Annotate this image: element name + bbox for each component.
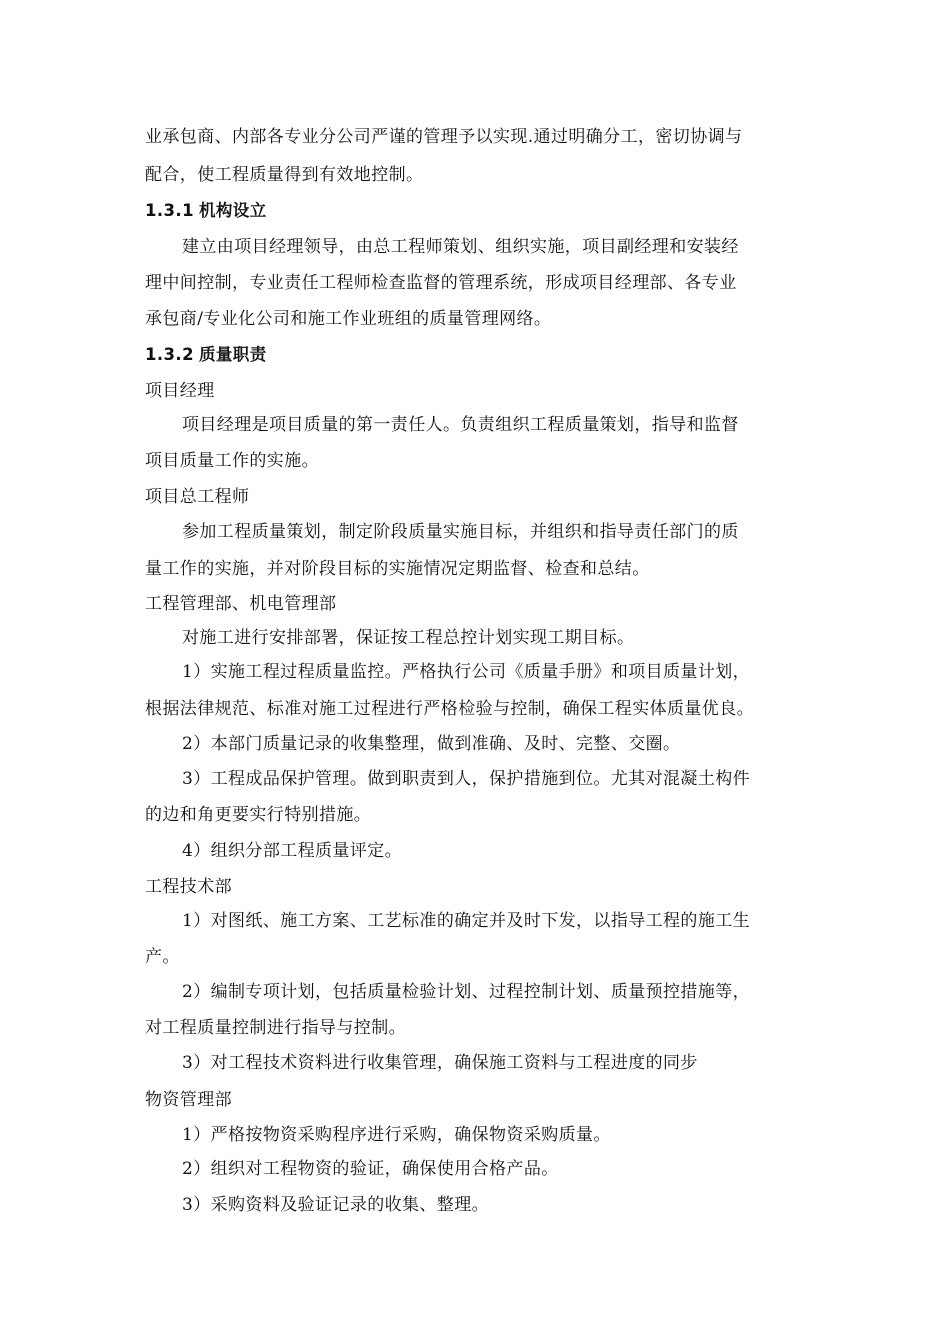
- intro-line-2: 配合，使工程质量得到有效地控制。: [145, 165, 424, 185]
- em-item-3-line-2: 的边和角更要实行特别措施。: [145, 805, 372, 825]
- em-item-1-line-2: 根据法律规范、标准对施工过程进行严格检验与控制，确保工程实体质量优良。: [145, 699, 754, 719]
- mat-item-3: 3）采购资料及验证记录的收集、整理。: [182, 1195, 490, 1215]
- project-manager-heading: 项目经理: [145, 381, 215, 401]
- tech-item-2-line-2: 对工程质量控制进行指导与控制。: [145, 1018, 406, 1038]
- section-title: 机构设立: [199, 201, 267, 220]
- em-item-4: 4）组织分部工程质量评定。: [182, 841, 403, 861]
- ce-line-2: 量工作的实施，并对阶段目标的实施情况定期监督、检查和总结。: [145, 559, 650, 579]
- tech-item-1-line-1: 1）对图纸、施工方案、工艺标准的确定并及时下发，以指导工程的施工生: [182, 911, 751, 931]
- sec131-line-2: 理中间控制，专业责任工程师检查监督的管理系统，形成项目经理部、各专业: [145, 273, 737, 293]
- tech-item-1-line-2: 产。: [145, 947, 180, 967]
- engineering-management-heading: 工程管理部、机电管理部: [145, 594, 337, 614]
- section-title: 质量职责: [199, 345, 267, 364]
- intro-line-1: 业承包商、内部各专业分公司严谨的管理予以实现.通过明确分工，密切协调与: [145, 127, 743, 147]
- section-number: 1.3.1: [145, 201, 194, 220]
- sec131-line-1: 建立由项目经理领导，由总工程师策划、组织实施，项目副经理和安装经: [182, 237, 739, 257]
- tech-item-2-line-1: 2）编制专项计划，包括质量检验计划、过程控制计划、质量预控措施等，: [182, 982, 751, 1002]
- em-item-3-line-1: 3）工程成品保护管理。做到职责到人，保护措施到位。尤其对混凝土构件: [182, 769, 751, 789]
- em-item-2: 2）本部门质量记录的收集整理，做到准确、及时、完整、交圈。: [182, 734, 681, 754]
- em-item-1-line-1: 1）实施工程过程质量监控。严格执行公司《质量手册》和项目质量计划，: [182, 662, 751, 682]
- chief-engineer-heading: 项目总工程师: [145, 487, 250, 507]
- mat-item-2: 2）组织对工程物资的验证，确保使用合格产品。: [182, 1159, 559, 1179]
- sec131-line-3: 承包商/专业化公司和施工作业班组的质量管理网络。: [145, 309, 552, 329]
- section-number: 1.3.2: [145, 345, 194, 364]
- mat-item-1: 1）严格按物资采购程序进行采购，确保物资采购质量。: [182, 1125, 611, 1145]
- pm-line-2: 项目质量工作的实施。: [145, 451, 319, 471]
- technical-department-heading: 工程技术部: [145, 877, 232, 897]
- tech-item-3: 3）对工程技术资料进行收集管理，确保施工资料与工程进度的同步: [182, 1053, 698, 1073]
- section-heading-1-3-1: [145, 200, 807, 222]
- pm-line-1: 项目经理是项目质量的第一责任人。负责组织工程质量策划，指导和监督: [182, 415, 739, 435]
- materials-department-heading: 物资管理部: [145, 1090, 232, 1110]
- em-line-1: 对施工进行安排部署，保证按工程总控计划实现工期目标。: [182, 628, 635, 648]
- ce-line-1: 参加工程质量策划，制定阶段质量实施目标，并组织和指导责任部门的质: [182, 522, 739, 542]
- section-heading-1-3-2: [145, 344, 807, 366]
